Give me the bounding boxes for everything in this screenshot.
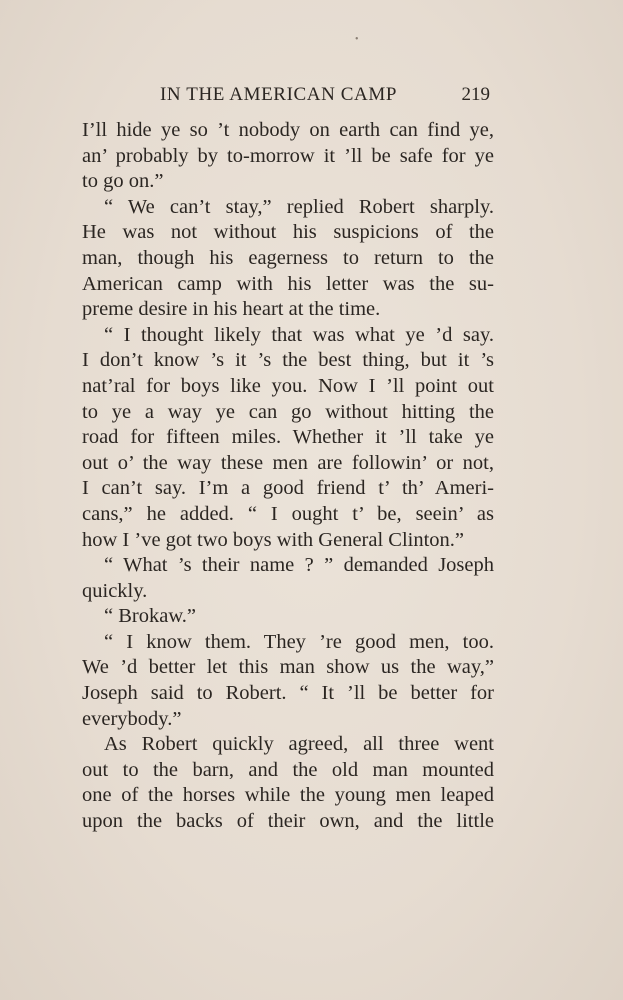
text-line: We ’d better let this man show us the way,”: [82, 656, 494, 679]
text-line: everybody.”: [82, 707, 182, 730]
text-line: Joseph said to Robert. “ It ’ll be better for: [82, 682, 494, 705]
text-line: nat’ral for boys like you. Now I ’ll point out: [82, 374, 494, 397]
text-line: how I ’ve got two boys with General Clinton.”: [82, 528, 465, 551]
text-line: out o’ the way these men are followin’ or not,: [82, 451, 494, 474]
text-line: to go on.”: [82, 170, 164, 193]
text-line: “ I know them. They ’re good men, too.: [104, 630, 494, 653]
text-line: “ Brokaw.”: [104, 605, 197, 628]
text-line: man, though his eagerness to return to the: [82, 246, 494, 269]
text-line: preme desire in his heart at the time.: [82, 298, 381, 321]
text-line: “ I thought likely that was what ye ’d say.: [104, 323, 494, 346]
paper-speck: •: [355, 34, 359, 45]
text-line: As Robert quickly agreed, all three went: [104, 733, 494, 756]
body-text: [82, 118, 494, 835]
text-line: “ We can’t stay,” replied Robert sharply.: [104, 195, 494, 218]
text-line: upon the backs of their own, and the little: [82, 810, 494, 833]
page-header: [160, 84, 490, 110]
text-line: cans,” he added. “ I ought t’ be, seein’ as: [82, 502, 494, 525]
text-line: He was not without his suspicions of the: [82, 221, 494, 244]
text-line: I’ll hide ye so ’t nobody on earth can find ye,: [82, 119, 494, 141]
page-number: 219: [461, 84, 490, 105]
text-line: quickly.: [82, 579, 148, 602]
running-head: IN THE AMERICAN CAMP: [160, 84, 398, 105]
text-line: I don’t know ’s it ’s the best thing, but it ’s: [82, 349, 494, 372]
text-line: American camp with his letter was the su-: [82, 272, 494, 295]
text-line: one of the horses while the young men leaped: [82, 784, 494, 807]
text-line: road for fifteen miles. Whether it ’ll take ye: [82, 426, 494, 449]
text-line: to ye a way ye can go without hitting the: [82, 400, 494, 423]
text-line: an’ probably by to-morrow it ’ll be safe for ye: [82, 144, 494, 167]
text-line: out to the barn, and the old man mounted: [82, 758, 494, 781]
text-line: I can’t say. I’m a good friend t’ th’ Ameri-: [82, 477, 494, 500]
text-line: “ What ’s their name ? ” demanded Joseph: [104, 554, 494, 577]
